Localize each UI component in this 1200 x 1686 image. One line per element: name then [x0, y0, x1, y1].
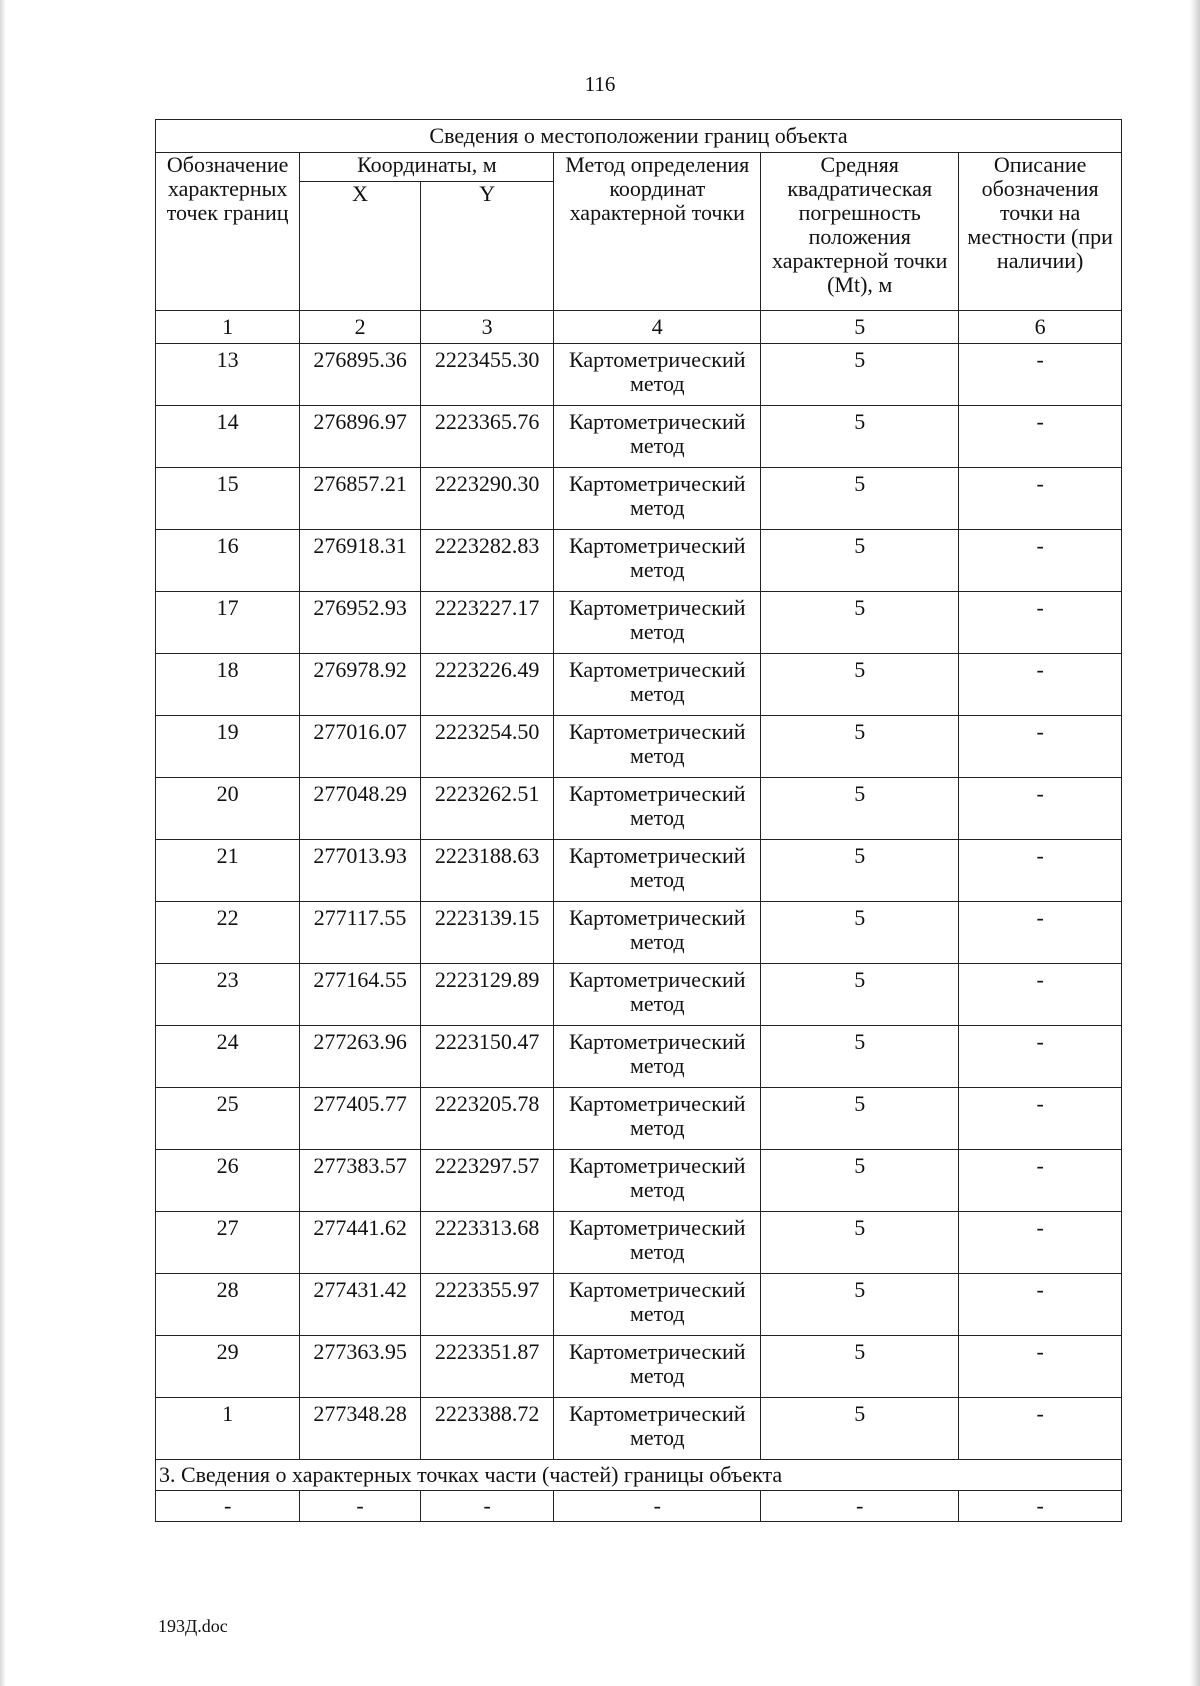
cell-y: 2223226.49 — [420, 654, 554, 716]
table-row — [156, 406, 1122, 468]
cell-x: 276978.92 — [300, 654, 421, 716]
table-row — [156, 778, 1122, 840]
cell-x: 277363.95 — [300, 1336, 421, 1398]
header-point-designation: Обозначение характерных точек границ — [156, 153, 300, 311]
column-number-row — [156, 311, 1122, 344]
cell-x: 276952.93 — [300, 592, 421, 654]
table-row — [156, 1026, 1122, 1088]
scan-edge-left — [0, 0, 6, 1686]
cell-description: - — [959, 964, 1122, 1026]
table-title: Сведения о местоположении границ объекта — [156, 120, 1122, 153]
cell-x: 277441.62 — [300, 1212, 421, 1274]
page-number: 116 — [584, 72, 616, 96]
cell-y: 2223355.97 — [420, 1274, 554, 1336]
cell-x: 276895.36 — [300, 344, 421, 406]
cell-error: 5 — [761, 778, 959, 840]
header-mean-error: Средняя квадратическая погрешность положения характерной точки (Mt), м — [761, 153, 959, 311]
cell-error: 5 — [761, 1026, 959, 1088]
cell-method: Картометрический метод — [554, 592, 761, 654]
cell-description: - — [959, 716, 1122, 778]
column-number: 1 — [156, 311, 300, 344]
cell-x: 277263.96 — [300, 1026, 421, 1088]
cell-error: 5 — [761, 964, 959, 1026]
cell-description: - — [959, 1088, 1122, 1150]
cell-point: 20 — [156, 778, 300, 840]
cell-error: 5 — [761, 406, 959, 468]
cell-x: 277405.77 — [300, 1088, 421, 1150]
cell-method: Картометрический метод — [554, 530, 761, 592]
table-row — [156, 654, 1122, 716]
cell-description: - — [959, 1026, 1122, 1088]
cell-method: Картометрический метод — [554, 840, 761, 902]
column-number: 5 — [761, 311, 959, 344]
cell-method: Картометрический метод — [554, 468, 761, 530]
cell-y: 2223290.30 — [420, 468, 554, 530]
cell-method: Картометрический метод — [554, 1150, 761, 1212]
column-number: 6 — [959, 311, 1122, 344]
cell-point: 15 — [156, 468, 300, 530]
table-row — [156, 1150, 1122, 1212]
cell-error: 5 — [761, 654, 959, 716]
cell-y: 2223139.15 — [420, 902, 554, 964]
header-coordinates: Координаты, м — [300, 153, 554, 182]
cell-x: 277383.57 — [300, 1150, 421, 1212]
cell-description: - — [959, 778, 1122, 840]
cell-x: 277117.55 — [300, 902, 421, 964]
table-row — [156, 964, 1122, 1026]
cell-method: Картометрический метод — [554, 778, 761, 840]
cell-point: 19 — [156, 716, 300, 778]
cell-description: - — [959, 406, 1122, 468]
table-row — [156, 1336, 1122, 1398]
cell-x: 276918.31 — [300, 530, 421, 592]
table-row — [156, 468, 1122, 530]
cell-error: 5 — [761, 592, 959, 654]
cell-x: 277431.42 — [300, 1274, 421, 1336]
table-row — [156, 1088, 1122, 1150]
cell-y: 2223297.57 — [420, 1150, 554, 1212]
cell-method: Картометрический метод — [554, 654, 761, 716]
cell-point: 16 — [156, 530, 300, 592]
cell-method: Картометрический метод — [554, 1398, 761, 1460]
cell-description: - — [959, 1212, 1122, 1274]
cell-error: 5 — [761, 530, 959, 592]
cell-y: 2223455.30 — [420, 344, 554, 406]
cell-error: 5 — [761, 1212, 959, 1274]
column-number: 4 — [554, 311, 761, 344]
table-row — [156, 902, 1122, 964]
section3-cell: - — [761, 1491, 959, 1522]
section3-title: 3. Сведения о характерных точках части (частей) границы объекта — [156, 1460, 1122, 1491]
table-row — [156, 840, 1122, 902]
section3-row — [156, 1491, 1122, 1522]
cell-x: 277348.28 — [300, 1398, 421, 1460]
table-row — [156, 1398, 1122, 1460]
cell-x: 276896.97 — [300, 406, 421, 468]
cell-description: - — [959, 840, 1122, 902]
cell-point: 26 — [156, 1150, 300, 1212]
cell-x: 277016.07 — [300, 716, 421, 778]
cell-x: 277048.29 — [300, 778, 421, 840]
cell-description: - — [959, 530, 1122, 592]
cell-point: 21 — [156, 840, 300, 902]
cell-point: 22 — [156, 902, 300, 964]
table-row — [156, 530, 1122, 592]
cell-point: 24 — [156, 1026, 300, 1088]
section3-cell: - — [156, 1491, 300, 1522]
cell-error: 5 — [761, 344, 959, 406]
table-row — [156, 592, 1122, 654]
header-x: X — [300, 182, 421, 311]
table-row — [156, 1212, 1122, 1274]
cell-error: 5 — [761, 1274, 959, 1336]
table-row — [156, 1274, 1122, 1336]
section3-title-row — [156, 1460, 1122, 1491]
cell-point: 18 — [156, 654, 300, 716]
cell-description: - — [959, 1274, 1122, 1336]
column-number: 2 — [300, 311, 421, 344]
cell-description: - — [959, 902, 1122, 964]
cell-point: 13 — [156, 344, 300, 406]
section3-cell: - — [554, 1491, 761, 1522]
cell-y: 2223351.87 — [420, 1336, 554, 1398]
boundary-coordinates-table — [155, 119, 1122, 1522]
cell-error: 5 — [761, 1336, 959, 1398]
cell-point: 29 — [156, 1336, 300, 1398]
cell-y: 2223313.68 — [420, 1212, 554, 1274]
cell-error: 5 — [761, 716, 959, 778]
cell-error: 5 — [761, 840, 959, 902]
header-description: Описание обозначения точки на местности (при наличии) — [959, 153, 1122, 311]
cell-error: 5 — [761, 1150, 959, 1212]
cell-y: 2223365.76 — [420, 406, 554, 468]
cell-y: 2223150.47 — [420, 1026, 554, 1088]
column-number: 3 — [420, 311, 554, 344]
cell-description: - — [959, 344, 1122, 406]
cell-y: 2223388.72 — [420, 1398, 554, 1460]
section3-cell: - — [420, 1491, 554, 1522]
cell-method: Картометрический метод — [554, 1088, 761, 1150]
cell-description: - — [959, 1150, 1122, 1212]
cell-point: 27 — [156, 1212, 300, 1274]
table-title-row — [156, 120, 1122, 153]
cell-method: Картометрический метод — [554, 1274, 761, 1336]
cell-description: - — [959, 592, 1122, 654]
cell-y: 2223254.50 — [420, 716, 554, 778]
cell-y: 2223282.83 — [420, 530, 554, 592]
cell-y: 2223129.89 — [420, 964, 554, 1026]
cell-method: Картометрический метод — [554, 902, 761, 964]
cell-description: - — [959, 468, 1122, 530]
cell-method: Картометрический метод — [554, 1212, 761, 1274]
cell-error: 5 — [761, 902, 959, 964]
section3-cell: - — [300, 1491, 421, 1522]
cell-description: - — [959, 1336, 1122, 1398]
table-row — [156, 716, 1122, 778]
cell-point: 25 — [156, 1088, 300, 1150]
header-row-1 — [156, 153, 1122, 182]
cell-point: 17 — [156, 592, 300, 654]
file-name-footer: 193Д.doc — [158, 1616, 228, 1636]
cell-description: - — [959, 654, 1122, 716]
cell-y: 2223205.78 — [420, 1088, 554, 1150]
cell-method: Картометрический метод — [554, 344, 761, 406]
scan-edge-right — [1190, 0, 1200, 1686]
table-row — [156, 344, 1122, 406]
cell-point: 23 — [156, 964, 300, 1026]
section3-cell: - — [959, 1491, 1122, 1522]
cell-error: 5 — [761, 468, 959, 530]
cell-y: 2223227.17 — [420, 592, 554, 654]
cell-method: Картометрический метод — [554, 716, 761, 778]
cell-error: 5 — [761, 1088, 959, 1150]
cell-point: 28 — [156, 1274, 300, 1336]
cell-y: 2223262.51 — [420, 778, 554, 840]
cell-x: 277164.55 — [300, 964, 421, 1026]
cell-method: Картометрический метод — [554, 1336, 761, 1398]
cell-x: 276857.21 — [300, 468, 421, 530]
header-method: Метод определения координат характерной точки — [554, 153, 761, 311]
cell-error: 5 — [761, 1398, 959, 1460]
cell-point: 1 — [156, 1398, 300, 1460]
cell-y: 2223188.63 — [420, 840, 554, 902]
cell-method: Картометрический метод — [554, 1026, 761, 1088]
cell-description: - — [959, 1398, 1122, 1460]
cell-method: Картометрический метод — [554, 964, 761, 1026]
cell-x: 277013.93 — [300, 840, 421, 902]
header-y: Y — [420, 182, 554, 311]
cell-method: Картометрический метод — [554, 406, 761, 468]
cell-point: 14 — [156, 406, 300, 468]
